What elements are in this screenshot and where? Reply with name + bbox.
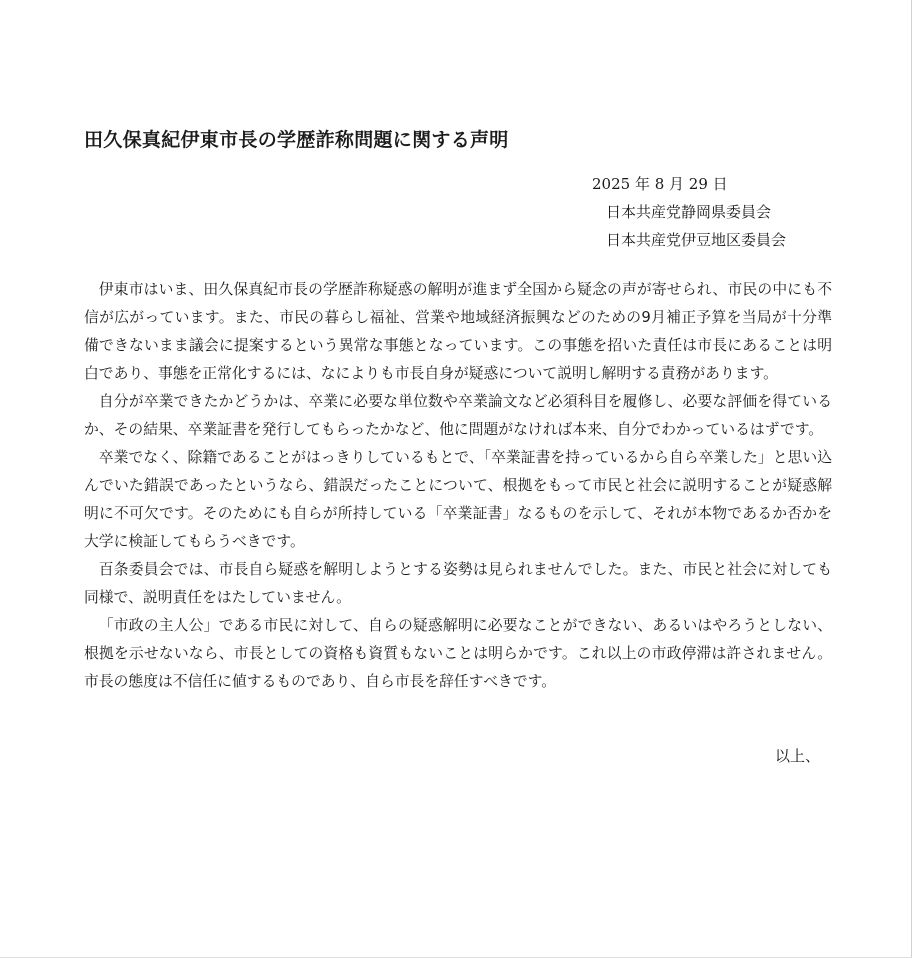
document-meta: [592, 170, 786, 254]
statement-body: [84, 276, 832, 696]
organization-district: 日本共産党伊豆地区委員会: [606, 231, 787, 249]
closing-remark: 以上、: [775, 747, 821, 765]
document-title: 田久保真紀伊東市長の学歴詐称問題に関する声明: [84, 129, 509, 151]
paragraph: 卒業でなく、除籍であることがはっきりしているもとで、「卒業証書を持っているから自ら卒業した」と思い込んでいた錯誤であったというなら、錯誤だったことについて、根拠をもって市民と社会に説明することが疑惑解明に不可欠です。そのためにも自らが所持している「卒業証書」なるものを示して、それが本物であるか否かを大学に検証してもらうべきです。: [84, 449, 832, 550]
paragraph: 「市政の主人公」である市民に対して、自らの疑惑解明に必要なことができない、あるいはやろうとしない、根拠を示せないなら、市長としての資格も資質もないことは明らかです。これ以上の市政停滞は許されません。市長の態度は不信任に値するものであり、自ら市長を辞任すべきです。: [84, 617, 832, 690]
paragraph: 百条委員会では、市長自ら疑惑を解明しようとする姿勢は見られませんでした。また、市民と社会に対しても同様で、説明責任をはたしていません。: [84, 561, 832, 606]
organization-prefecture: 日本共産党静岡県委員会: [606, 203, 772, 221]
document-date: 2025 年 8 月 29 日: [592, 175, 728, 193]
paragraph: 伊東市はいま、田久保真紀市長の学歴詐称疑惑の解明が進まず全国から疑念の声が寄せられ、市民の中にも不信が広がっています。また、市民の暮らし福祉、営業や地域経済振興などのための9月補正予算を当局が十分準備できないまま議会に提案するという異常な事態となっています。この事態を招いた責任は市長にあることは明白であり、事態を正常化するには、なによりも市長自身が疑惑について説明し解明する責務があります。: [84, 281, 832, 382]
paragraph: 自分が卒業できたかどうかは、卒業に必要な単位数や卒業論文など必須科目を履修し、必要な評価を得ているか、その結果、卒業証書を発行してもらったかなど、他に問題がなければ本来、自分でわかっているはずです。: [84, 393, 832, 438]
